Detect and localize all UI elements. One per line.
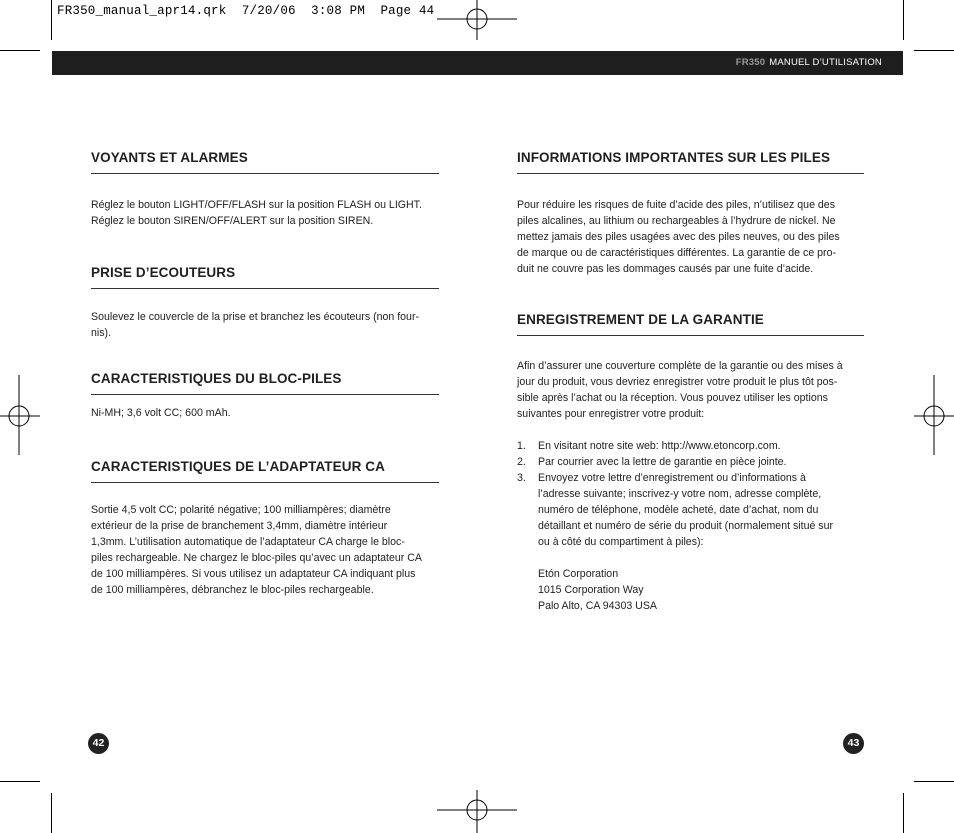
list-item-text: numéro de téléphone, modèle acheté, date d’achat, nom du (538, 504, 819, 516)
list-item-text: Par courrier avec la lettre de garantie en pièce jointe. (538, 456, 787, 468)
paragraph-line: de marque ou de caractéristiques différentes. La garantie de ce pro- (517, 247, 836, 259)
crop-mark (51, 0, 52, 40)
section-voyants-body (91, 197, 439, 229)
manual-title: MANUEL D’UTILISATION (769, 57, 882, 68)
paragraph-line: Afin d’assurer une couverture complète de la garantie ou des mises à (517, 360, 843, 372)
list-item-text: l’adresse suivante; inscrivez-y votre nom, adresse complète, (538, 488, 822, 500)
section-adaptateur-body (91, 502, 439, 598)
section-bloc-piles (91, 371, 439, 395)
paragraph-line: Soulevez le couvercle de la prise et branchez les écouteurs (non four- (91, 311, 419, 323)
paragraph-line: duit ne couvre pas les dommages causés par une fuite d’acide. (517, 263, 814, 275)
header-title (736, 57, 882, 68)
section-heading: VOYANTS ET ALARMES (91, 150, 439, 174)
section-garantie (517, 312, 864, 336)
crop-mark (903, 0, 904, 40)
paragraph-line: piles rechargeable. Ne chargez le bloc-piles qu’avec un adaptateur CA (91, 552, 422, 564)
address-line: Palo Alto, CA 94303 USA (538, 600, 657, 612)
section-heading: CARACTERISTIQUES DE L’ADAPTATEUR CA (91, 459, 439, 483)
paragraph-line: de 100 milliampères, débranchez le bloc-piles rechargeable. (91, 584, 374, 596)
crop-mark (0, 50, 40, 51)
paragraph-line: nis). (91, 327, 112, 339)
page-header-bar (52, 51, 903, 75)
section-heading: INFORMATIONS IMPORTANTES SUR LES PILES (517, 150, 864, 174)
section-heading: PRISE D’ECOUTEURS (91, 265, 439, 289)
paragraph-line: 1,3mm. L’utilisation automatique de l’adaptateur CA charge le bloc- (91, 536, 405, 548)
page-number-left: 42 (88, 733, 109, 754)
paragraph-line: de 100 milliampères. Si vous utilisez un adaptateur CA indiquant plus (91, 568, 416, 580)
registration-mark-icon (437, 0, 517, 44)
postal-address (517, 566, 864, 614)
address-line: Etón Corporation (538, 568, 619, 580)
section-piles (517, 150, 864, 174)
paragraph-line: mettez jamais des piles usagées avec des piles neuves, ou des piles (517, 231, 840, 243)
list-number: 1. (517, 440, 526, 452)
paragraph-line: Réglez le bouton LIGHT/OFF/FLASH sur la position FLASH ou LIGHT. (91, 199, 422, 211)
section-garantie-body (517, 358, 864, 614)
registration-mark-icon (437, 790, 517, 833)
list-number: 2. (517, 456, 526, 468)
registration-options-list (517, 438, 864, 550)
page-number-right: 43 (843, 733, 864, 754)
registration-mark-icon (0, 375, 40, 455)
section-heading: CARACTERISTIQUES DU BLOC-PILES (91, 371, 439, 395)
print-slug: FR350_manual_apr14.qrk 7/20/06 3:08 PM Page 44 (57, 4, 435, 18)
list-number: 3. (517, 472, 526, 484)
model-name: FR350 (735, 57, 766, 68)
section-heading: ENREGISTREMENT DE LA GARANTIE (517, 312, 864, 336)
list-item (517, 454, 864, 470)
list-item-text: détaillant et numéro de série du produit (normalement situé sur (538, 520, 834, 532)
list-item-text: ou à côté du compartiment à piles): (538, 536, 704, 548)
crop-mark (914, 781, 954, 782)
paragraph-line: jour du produit, vous devriez enregistrer votre produit le plus tôt pos- (517, 376, 838, 388)
paragraph-line: Sortie 4,5 volt CC; polarité négative; 100 milliampères; diamètre (91, 504, 391, 516)
paragraph-line: Ni-MH; 3,6 volt CC; 600 mAh. (91, 407, 231, 419)
paragraph-line: Pour réduire les risques de fuite d’acide des piles, n’utilisez que des (517, 199, 835, 211)
section-piles-body (517, 197, 864, 277)
registration-mark-icon (914, 375, 954, 455)
section-voyants (91, 150, 439, 174)
list-item (517, 438, 864, 454)
crop-mark (51, 793, 52, 833)
section-adaptateur (91, 459, 439, 483)
list-item-text: En visitant notre site web: http://www.etoncorp.com. (538, 440, 781, 452)
list-item-text: Envoyez votre lettre d’enregistrement ou d’informations à (538, 472, 806, 484)
paragraph-line: sible après l’achat ou la réception. Vous pouvez utiliser les options (517, 392, 828, 404)
crop-mark (914, 50, 954, 51)
section-prise (91, 265, 439, 289)
address-line: 1015 Corporation Way (538, 584, 644, 596)
section-prise-body (91, 309, 439, 341)
paragraph-line: piles alcalines, au lithium ou rechargeables à l’hydrure de nickel. Ne (517, 215, 836, 227)
list-item (517, 470, 864, 550)
paragraph-line: suivantes pour enregistrer votre produit: (517, 408, 705, 420)
section-bloc-piles-body (91, 405, 439, 421)
paragraph-line: extérieur de la prise de branchement 3,4mm, diamètre intérieur (91, 520, 388, 532)
paragraph-line: Réglez le bouton SIREN/OFF/ALERT sur la position SIREN. (91, 215, 374, 227)
crop-mark (903, 793, 904, 833)
crop-mark (0, 781, 40, 782)
